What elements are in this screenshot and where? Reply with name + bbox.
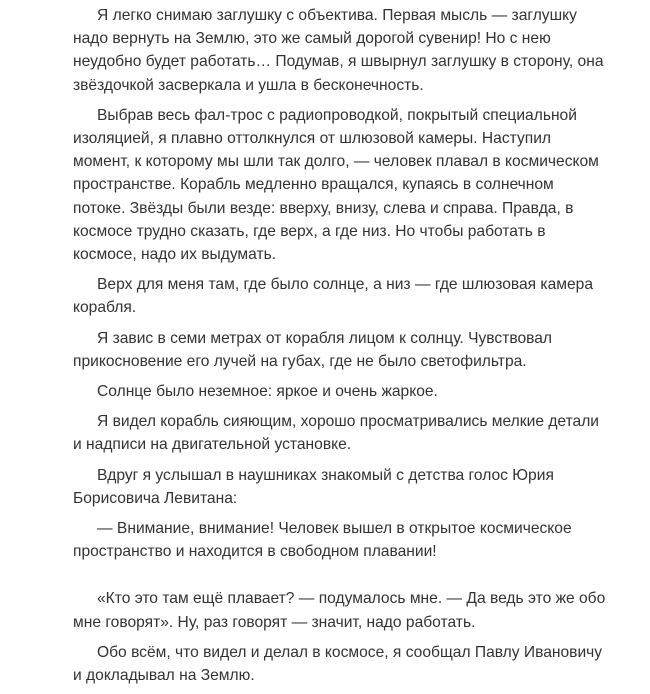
paragraph: «Кто это там ещё плавает? — подумалось мне. — Да ведь это же обо мне говорят». Ну, раз говорят — значит, надо работать.: [73, 590, 606, 631]
paragraph: Обо всём, что видел и делал в космосе, я сообщал Павлу Ивановичу и докладывал на Землю.: [73, 643, 603, 685]
paragraph: Верх для меня там, где было солнце, а низ — где шлюзовая камера корабля.: [73, 276, 594, 317]
quote-paragraph: — Внимание, внимание! Человек вышел в открытое космическое пространство и находится в свободном плавании!: [73, 520, 572, 561]
paragraph: Я видел корабль сияющим, хорошо просматривались мелкие детали и надписи на двигательной установке.: [73, 413, 600, 454]
paragraph: Я завис в семи метрах от корабля лицом к солнцу. Чувствовал прикосновение его лучей на губах, где не было светофильтра.: [73, 329, 552, 370]
paragraph: Я легко снимаю заглушку с объектива. Первая мысль — заглушку надо вернуть на Землю, это же самый дорогой сувенир! Но с нею неудобно будет работать… Подумав, я швырнул заглушку в сторону, она звёздочкой засверкала и ушла в бесконечность.: [73, 7, 604, 94]
article-body: [73, 4, 608, 694]
paragraph: Выбрав весь фал-трос с радиопроводкой, покрытый специальной изоляцией, я плавно оттолкнулся от шлюзовой камеры. Наступил момент, к которому мы шли так долго, — человек плавал в космическом пространстве. Корабль медленно вращался, купаясь в солнечном потоке. Звёзды были везде: вверху, внизу, слева и справа. Правда, в космосе трудно сказать, где верх, а где низ. Но чтобы работать в космосе, надо их выдумать.: [73, 106, 599, 264]
paragraph: Солнце было неземное: яркое и очень жаркое.: [97, 383, 438, 401]
paragraph: Вдруг я услышал в наушниках знакомый с детства голос Юрия Борисовича Левитана:: [73, 466, 554, 507]
